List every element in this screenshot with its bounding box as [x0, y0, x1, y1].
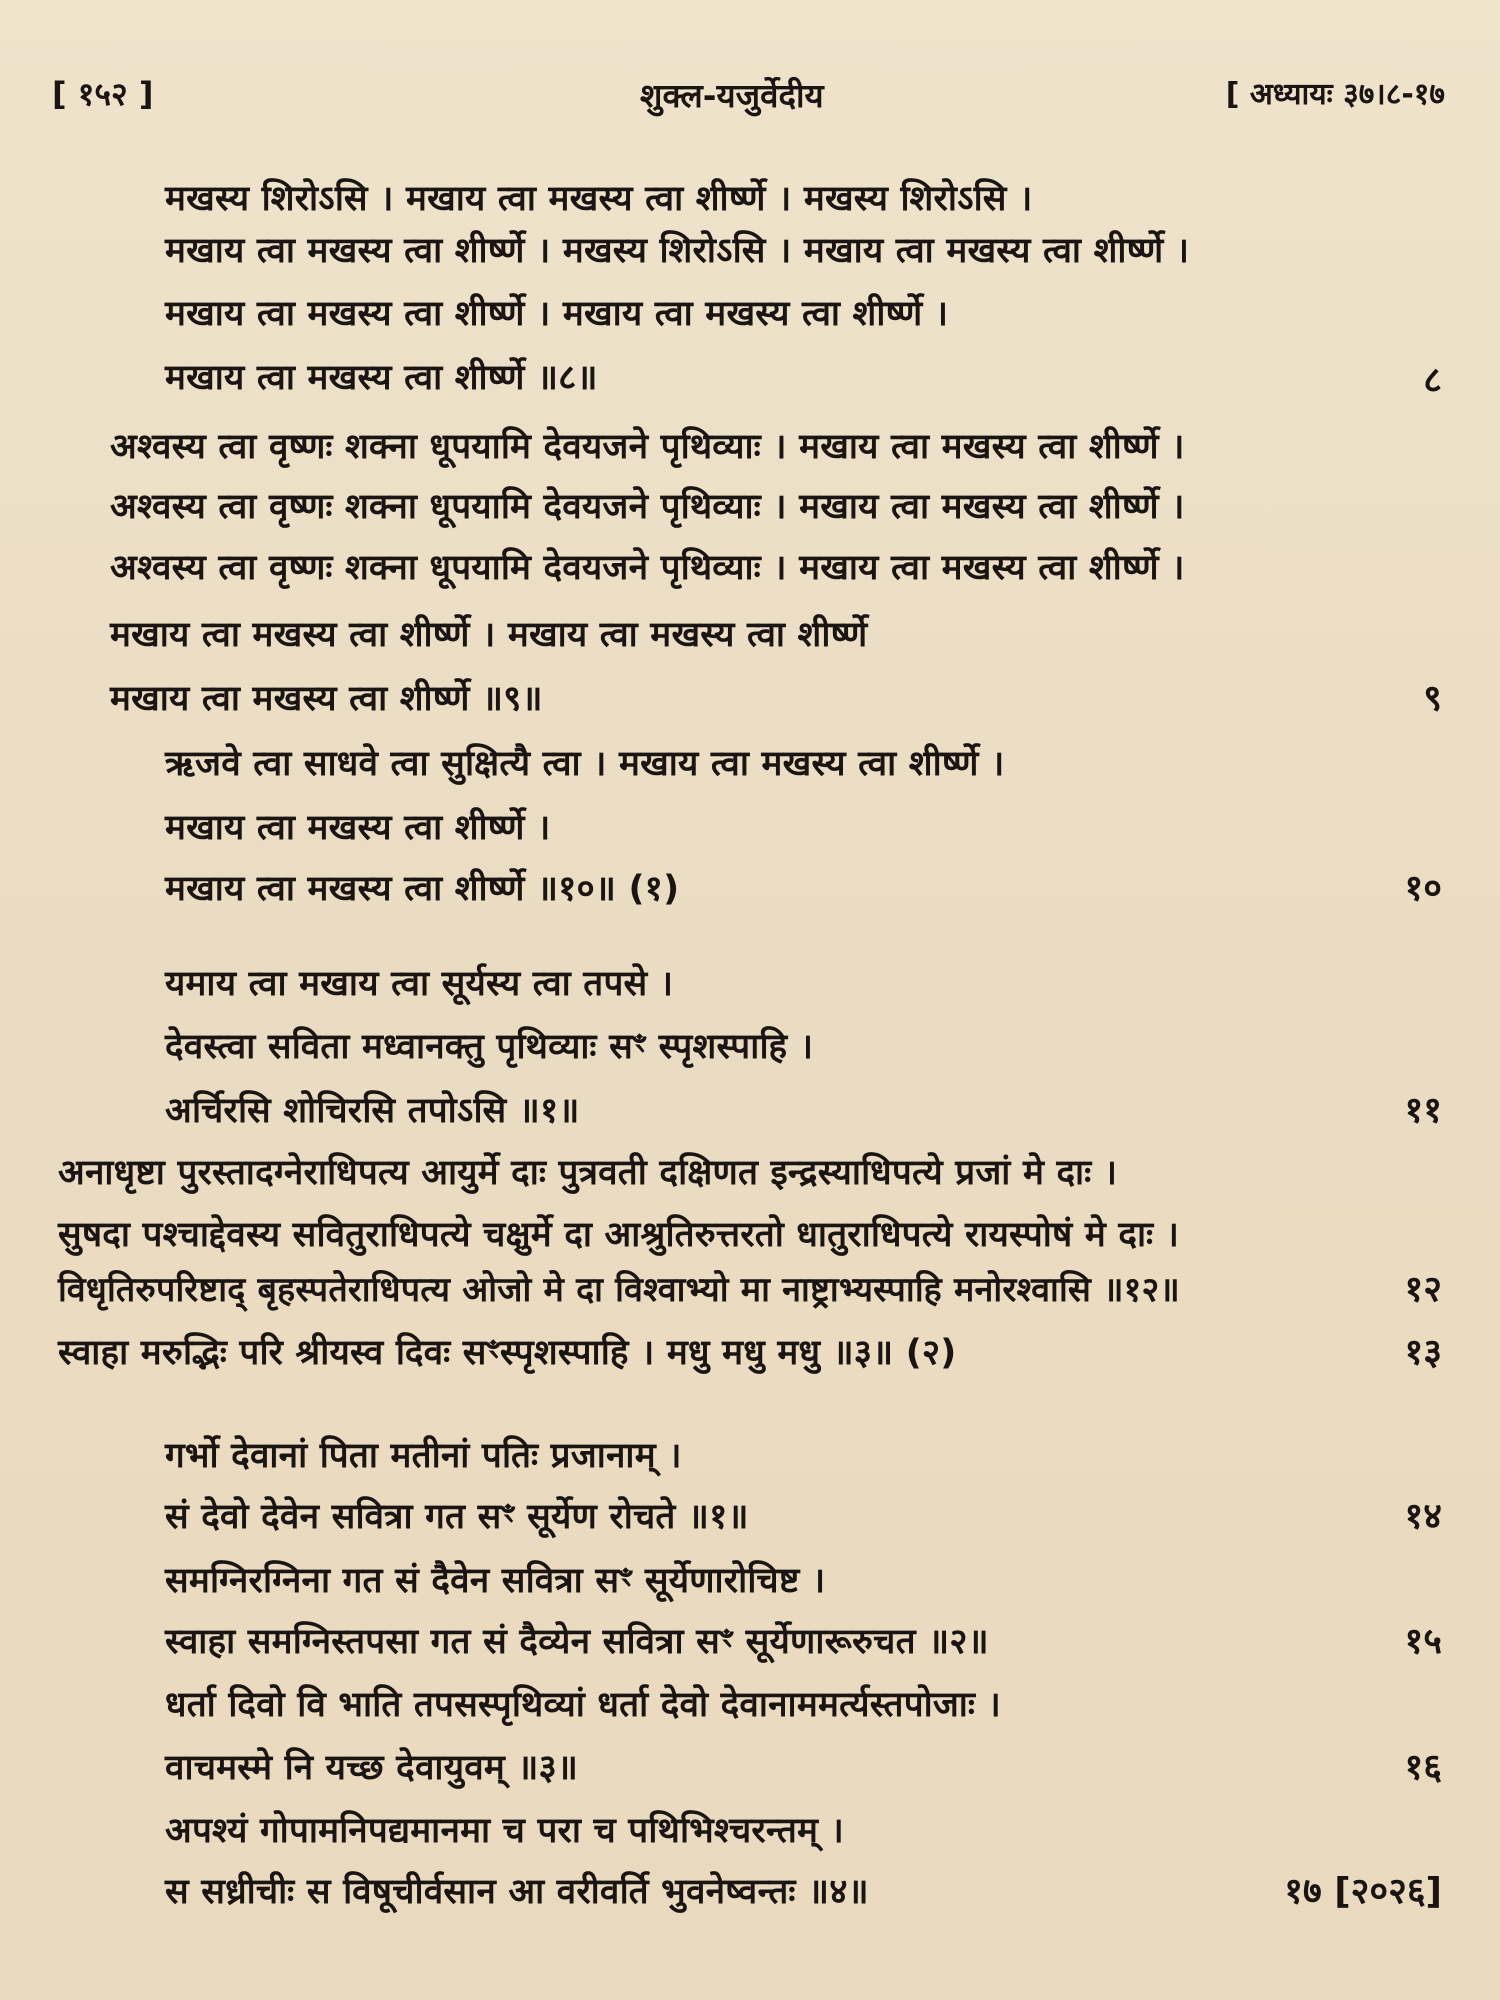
verse-number: १६ [1404, 1747, 1442, 1788]
chapter-reference: [ अध्यायः ३७।८-१७ [1225, 77, 1445, 112]
text-line: मखाय त्वा मखस्य त्वा शीर्ष्णे । [165, 808, 551, 848]
text-line: अनाधृष्टा पुरस्तादग्नेराधिपत्य आयुर्मे दाः पुत्रवती दक्षिणत इन्द्रस्याधिपत्ये प्रजां मे दाः । [58, 1153, 1118, 1193]
text-line: अपश्यं गोपामनिपद्यमानमा च परा च पथिभिश्चरन्तम् । [165, 1811, 845, 1851]
verse-number: १२ [1404, 1269, 1442, 1310]
verse-number: ९ [1423, 678, 1442, 719]
text-line: ऋजवे त्वा साधवे त्वा सुक्षित्यै त्वा । मखाय त्वा मखस्य त्वा शीर्ष्णे । [165, 744, 1005, 784]
text-line: स सध्रीचीः स विषूचीर्वसान आ वरीवर्ति भुवनेष्वन्तः ॥४॥ [165, 1872, 869, 1912]
text-line: वाचमस्मे नि यच्छ देवायुवम् ॥३॥ [165, 1748, 579, 1788]
page-title: शुक्ल-यजुर्वेदीय [640, 76, 824, 115]
verse-number: ८ [1423, 360, 1442, 401]
text-line: सं देवो देवेन सवित्रा गत सꣳ सूर्येण रोचते ॥१॥ [165, 1497, 749, 1537]
text-line: यमाय त्वा मखाय त्वा सूर्यस्य त्वा तपसे । [165, 964, 674, 1004]
text-line: अश्वस्य त्वा वृष्णः शक्ना धूपयामि देवयजने पृथिव्याः । मखाय त्वा मखस्य त्वा शीर्ष्णे । [110, 487, 1185, 527]
text-line: अश्वस्य त्वा वृष्णः शक्ना धूपयामि देवयजने पृथिव्याः । मखाय त्वा मखस्य त्वा शीर्ष्णे । [110, 427, 1185, 467]
verse-number: १० [1404, 868, 1442, 909]
text-line: मखाय त्वा मखस्य त्वा शीर्ष्णे ॥८॥ [165, 358, 598, 398]
verse-number: १५ [1404, 1621, 1442, 1662]
page-number: [ १५२ ] [52, 75, 154, 113]
text-line: समग्निरग्निना गत सं दैवेन सवित्रा सꣳ सूर्येणारोचिष्ट । [165, 1561, 826, 1601]
text-line: मखाय त्वा मखस्य त्वा शीर्ष्णे । मखाय त्वा मखस्य त्वा शीर्ष्णे [110, 615, 868, 655]
verse-number: १३ [1404, 1332, 1442, 1373]
verse-number: १७ [२०२६] [1284, 1871, 1442, 1912]
text-line: देवस्त्वा सविता मध्वानक्तु पृथिव्याः सꣳ स्पृशस्पाहि । [165, 1027, 814, 1067]
text-line: गर्भो देवानां पिता मतीनां पतिः प्रजानाम् । [165, 1436, 682, 1476]
text-line: मखाय त्वा मखस्य त्वा शीर्ष्णे । मखस्य शिरोऽसि । मखाय त्वा मखस्य त्वा शीर्ष्णे । [165, 231, 1190, 271]
text-line: मखाय त्वा मखस्य त्वा शीर्ष्णे ॥९॥ [110, 679, 543, 719]
verse-number: ११ [1404, 1090, 1442, 1131]
text-line: विधृतिरुपरिष्टाद् बृहस्पतेराधिपत्य ओजो मे दा विश्वाभ्यो मा नाष्ट्राभ्यस्पाहि मनोरश्वासि ॥१२॥ [58, 1270, 1180, 1310]
text-line: धर्ता दिवो वि भाति तपसस्पृथिव्यां धर्ता देवो देवानाममर्त्यस्तपोजाः । [165, 1685, 1001, 1725]
text-line: अर्चिरसि शोचिरसि तपोऽसि ॥१॥ [165, 1091, 580, 1131]
text-line: स्वाहा मरुद्भिः परि श्रीयस्व दिवः सꣳस्पृशस्पाहि । मधु मधु मधु ॥३॥ (२) [58, 1333, 957, 1373]
text-line: मखाय त्वा मखस्य त्वा शीर्ष्णे । मखाय त्वा मखस्य त्वा शीर्ष्णे । [165, 294, 949, 334]
text-line: सुषदा पश्चाद्देवस्य सवितुराधिपत्ये चक्षुर्मे दा आश्रुतिरुत्तरतो धातुराधिपत्ये रायस्पोषं मे दाः । [58, 1215, 1180, 1255]
text-line: मखाय त्वा मखस्य त्वा शीर्ष्णे ॥१०॥ (१) [165, 869, 680, 909]
text-line: मखस्य शिरोऽसि । मखाय त्वा मखस्य त्वा शीर्ष्णे । मखस्य शिरोऽसि । [165, 179, 1033, 219]
text-line: स्वाहा समग्निस्तपसा गत सं दैव्येन सवित्रा सꣳ सूर्येणारूरुचत ॥२॥ [165, 1622, 989, 1662]
verse-number: १४ [1404, 1496, 1442, 1537]
text-line: अश्वस्य त्वा वृष्णः शक्ना धूपयामि देवयजने पृथिव्याः । मखाय त्वा मखस्य त्वा शीर्ष्णे । [110, 548, 1185, 588]
